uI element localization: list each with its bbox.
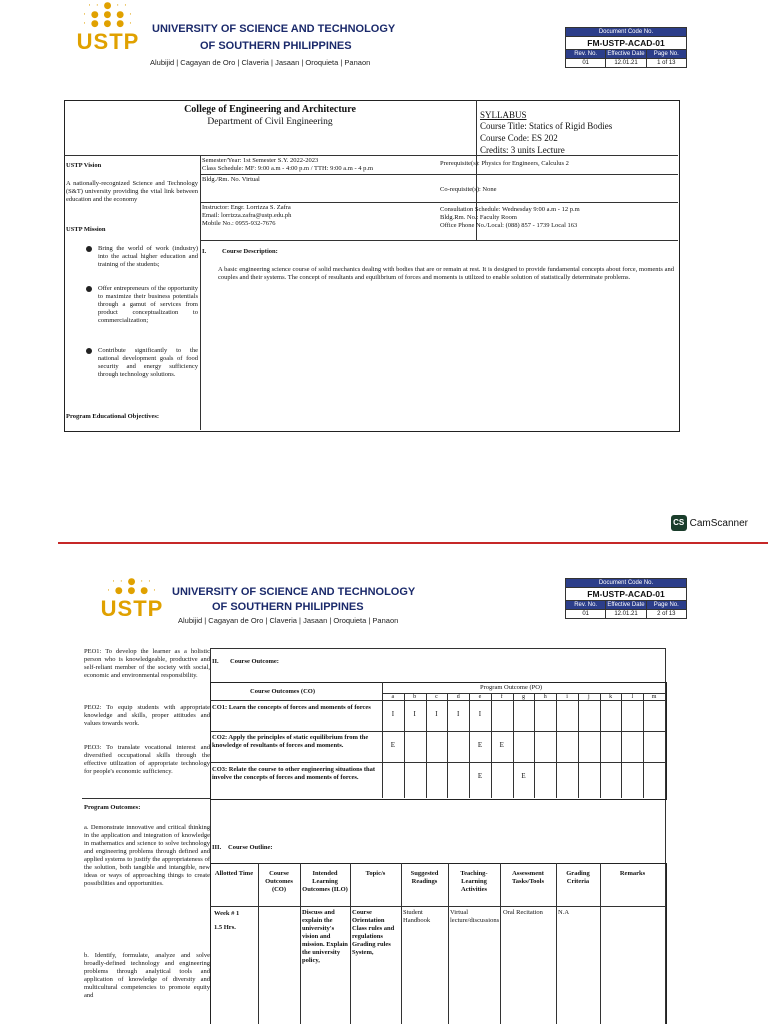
page-divider <box>58 542 768 544</box>
rev-label: Rev. No. <box>566 601 605 609</box>
doc-code-label: Document Code No. <box>566 28 686 36</box>
po-letter-c: c <box>435 694 438 700</box>
co-column-header: Course Outcomes (CO) <box>250 688 315 695</box>
mission-item-1: Bring the world of work (industry) into the actual higher education and training of the students; <box>98 245 198 268</box>
po-letter-l: l <box>631 694 634 700</box>
course-outline-heading: Course Outline: <box>228 844 273 851</box>
instructor-email: Email: lorrizza.zafra@ustp.edu.ph <box>202 212 292 219</box>
outline-header-7: Grading Criteria <box>566 870 590 885</box>
ilo-text: Discuss and explain the university's vision and mission. Explain the university policy, <box>302 909 348 964</box>
course-description-text: A basic engineering science course of solid mechanics dealing with bodies that are or remain at rest. It is designed to provide fundamental concepts about force, moments and couples and their systems. The concept of resultants and equilibrium of forces and moments is utilized to enable solution of statistically determinate problems. <box>218 266 674 281</box>
vision-heading: USTP Vision <box>66 162 102 169</box>
program-outcome-a: a. Demonstrate innovative and critical thinking in the application and integration of knowledge in mathematics and science to solve technology and engineering problems through defined and applied systems to justify the appropriateness of the solution, both tangible and intangible, new ideas or ways of approaching things to create possibilities and opportunities. <box>84 824 210 887</box>
doc-code-value: FM-USTP-ACAD-01 <box>566 587 686 600</box>
university-name-line2: OF SOUTHERN PHILIPPINES <box>212 601 364 613</box>
prerequisites: Prerequisite(s): Physics for Engineers, Calculus 2 <box>440 160 569 167</box>
grading-text: N.A <box>558 909 570 916</box>
department-name: Department of Civil Engineering <box>207 117 333 127</box>
logo-text: USTP <box>100 596 164 621</box>
po-mark-co1-c: I <box>435 709 438 718</box>
class-schedule: Class Schedule: MF: 9:00 a.m - 4:00 p.m / TTH: 9:00 a.m - 4 p.m <box>202 165 374 172</box>
po-letter-g: g <box>522 694 525 700</box>
syllabus-title: SYLLABUS <box>480 110 527 120</box>
logo-dots-icon: · · ● · · · ● ● ● · <box>107 577 157 596</box>
po-mark-co1-e: I <box>478 709 482 718</box>
camscanner-watermark <box>671 515 748 531</box>
course-code: Course Code: ES 202 <box>480 133 558 143</box>
doc-code-value: FM-USTP-ACAD-01 <box>566 36 686 49</box>
bullet-icon <box>86 246 92 252</box>
outline-header-4: Suggested Readings <box>410 870 439 885</box>
hours-label: 1.5 Hrs. <box>214 924 236 931</box>
eff-label: Effective Date <box>605 601 645 609</box>
eff-value: 12.01.21 <box>605 59 645 67</box>
po-mark-co1-b: I <box>413 709 416 718</box>
rev-value: 01 <box>582 60 589 66</box>
course-outcome-heading: Course Outcome: <box>230 658 279 665</box>
logo-dots-icon: · · ● · · · ● ● ● · · ● ● ● · <box>83 1 133 29</box>
instructor-mobile: Mobile No.: 0955-932-7676 <box>202 220 276 227</box>
office-phone: Office Phone No./Local: (088) 857 - 1739 Local 163 <box>440 222 578 229</box>
university-name-line2: OF SOUTHERN PHILIPPINES <box>200 40 352 52</box>
outline-header-3: Topic/s <box>365 870 386 877</box>
week-label: Week # 1 <box>214 910 240 917</box>
co3-text: CO3: Relate the course to other engineering situations that involve the concepts of forces and moments of forces. <box>212 766 376 781</box>
po-mark-co2-f: E <box>499 740 504 749</box>
consultation-room: Bldg.Rm. No.: Faculty Room <box>440 214 517 221</box>
po-mark-co3-g: E <box>521 771 526 780</box>
instructor-name: Instructor: Engr. Lorrizza S. Zafra <box>202 204 291 211</box>
page-value: 2 of 13 <box>646 610 686 618</box>
campus-list: Alubijid | Cagayan de Oro | Claveria | Jasaan | Oroquieta | Panaon <box>150 58 371 67</box>
outline-header-2: Intended Learning Outcomes (ILO) <box>302 870 348 893</box>
course-description-heading: Course Description: <box>222 248 278 255</box>
po-letter-h: h <box>543 694 547 700</box>
co1-text: CO1: Learn the concepts of forces and moments of forces <box>212 704 371 711</box>
outline-header-1: Course Outcomes (CO) <box>265 870 293 893</box>
doc-code-label: Document Code No. <box>566 579 686 587</box>
section-number-1: I. <box>202 248 207 255</box>
bullet-icon <box>86 348 92 354</box>
topics-text: Course Orientation Class rules and regulations Grading rules System, <box>352 909 395 956</box>
outline-header-6: Assessment Tasks/Tools <box>511 870 545 885</box>
po-mark-co1-a: I <box>391 709 395 718</box>
outline-header-0: Allotted Time <box>214 870 254 877</box>
vision-text: A nationally-recognized Science and Technology (S&T) university providing the vital link between education and the economy <box>66 180 198 203</box>
eff-value: 12.01.21 <box>605 610 645 618</box>
syllabus-page-1 <box>0 0 768 510</box>
readings-text: Student Handbook <box>403 909 431 924</box>
tla-text: Virtual lecture/discussions <box>450 909 500 924</box>
page-value: 1 of 13 <box>646 59 686 67</box>
po-letter-d: d <box>456 694 460 700</box>
university-name-line1: UNIVERSITY OF SCIENCE AND TECHNOLOGY <box>172 586 416 598</box>
po-letter-i: i <box>566 694 568 700</box>
po-column-header: Program Outcome (PO) <box>480 684 543 691</box>
po-letter-a: a <box>391 694 395 700</box>
ustp-logo <box>68 2 148 59</box>
college-name: College of Engineering and Architecture <box>184 104 356 115</box>
course-title: Course Title: Statics of Rigid Bodies <box>480 121 613 131</box>
camscanner-icon: CS <box>671 515 687 531</box>
camscanner-label: CamScanner <box>689 517 748 529</box>
eff-label: Effective Date <box>605 50 645 58</box>
university-name-line1: UNIVERSITY OF SCIENCE AND TECHNOLOGY <box>152 23 396 35</box>
room-number: Bldg./Rm. No. Virtual <box>202 176 260 183</box>
mission-item-2: Offer entrepreneurs of the opportunity to maximize their business potentials through a gamut of services from product conceptualization to commercialization; <box>98 285 198 324</box>
peo2-text: PEO2: To equip students with appropriate knowledge and skills, proper attitudes and values towards work. <box>84 704 210 727</box>
consultation-schedule: Consultation Schedule: Wednesday 9:00 a.m - 12 p.m <box>440 206 580 213</box>
po-letter-m: m <box>651 694 657 700</box>
page-label: Page No. <box>646 601 686 609</box>
document-code-box <box>565 578 687 619</box>
logo-text: USTP <box>76 29 140 54</box>
corequisites: Co-requisite(s): None <box>440 186 497 193</box>
po-letter-b: b <box>413 694 417 700</box>
bullet-icon <box>86 286 92 292</box>
po-letter-e: e <box>478 694 482 700</box>
peo1-text: PEO1: To develop the learner as a holistic person who is knowledgeable, productive and self-reliant member of the society with social, economic and environmental responsibility. <box>84 648 210 679</box>
po-mark-co3-e: E <box>477 771 483 780</box>
peo-heading: Program Educational Objectives: <box>66 413 160 420</box>
campus-list: Alubijid | Cagayan de Oro | Claveria | Jasaan | Oroquieta | Panaon <box>178 616 399 625</box>
co2-text: CO2: Apply the principles of static equilibrium from the knowledge of resultants of forces and moments. <box>212 734 369 749</box>
mission-heading: USTP Mission <box>66 226 106 233</box>
assessment-text: Oral Recitation <box>503 909 543 916</box>
outline-header-8: Remarks <box>619 870 646 877</box>
section-number-2: II. <box>212 658 219 665</box>
po-letter-f: f <box>500 694 503 700</box>
program-outcome-b: b. Identify, formulate, analyze and solve broadly-defined technology and engineering problems through analytical tools and application of knowledge of diversity and multicultural competencies to promote equity and <box>84 952 210 999</box>
po-mark-co2-e: E <box>477 740 483 749</box>
document-code-box <box>565 27 687 68</box>
mission-item-3: Contribute significantly to the national development goals of food security and energy sufficiency through technology solutions. <box>98 347 198 378</box>
section-number-3: III. <box>212 844 222 851</box>
semester-year: Semester/Year: 1st Semester S.Y. 2022-2023 <box>202 157 319 164</box>
po-letter-k: k <box>609 694 613 700</box>
ustp-logo <box>92 578 172 622</box>
po-mark-co2-a: E <box>390 740 396 749</box>
po-mark-co1-d: I <box>457 709 460 718</box>
outline-header-5: Teaching-Learning Activities <box>460 870 488 893</box>
rev-value: 01 <box>582 611 589 617</box>
peo3-text: PEO3: To translate vocational interest and diversified occupational skills through the effective utilization of appropriate technology for people's economic sufficiency. <box>84 744 210 775</box>
po-letter-j: j <box>587 694 590 700</box>
course-credits: Credits: 3 units Lecture <box>480 145 565 155</box>
rev-label: Rev. No. <box>566 50 605 58</box>
page-label: Page No. <box>646 50 686 58</box>
syllabus-page-2 <box>0 548 768 1024</box>
program-outcomes-heading: Program Outcomes: <box>84 804 141 811</box>
